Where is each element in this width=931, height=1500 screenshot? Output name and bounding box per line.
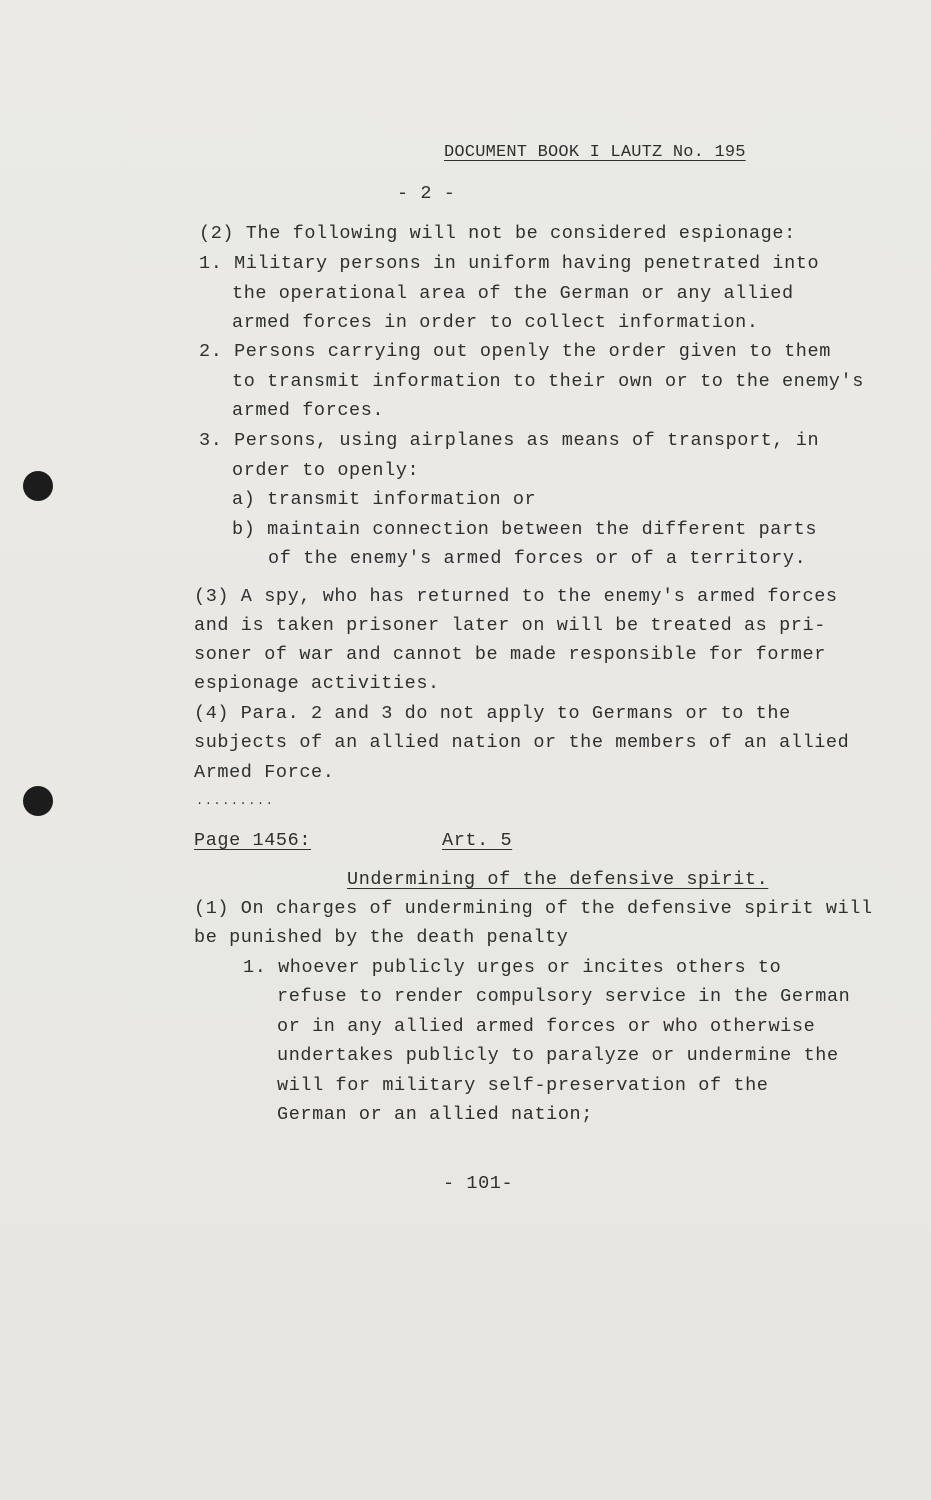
art5-item1-line3: or in any allied armed forces or who otherwise: [277, 1016, 816, 1037]
art5-item1-line1: 1. whoever publicly urges or incites others to: [243, 957, 782, 978]
para3-line3: soner of war and cannot be made responsible for former: [194, 644, 826, 665]
para3-line2: and is taken prisoner later on will be treated as pri-: [194, 615, 826, 636]
art5-para1-line2: be punished by the death penalty: [194, 927, 569, 948]
item3b-line2: of the enemy's armed forces or of a territory.: [268, 548, 807, 569]
para4-line3: Armed Force.: [194, 762, 335, 783]
item1-line2: the operational area of the German or any allied: [232, 283, 794, 304]
binder-hole-bottom: [23, 786, 53, 816]
art5-para1-line1: (1) On charges of undermining of the defensive spirit will: [194, 898, 873, 919]
para3-line1: (3) A spy, who has returned to the enemy's armed forces: [194, 586, 838, 607]
page-number: - 101-: [443, 1173, 514, 1194]
item3b-line1: b) maintain connection between the different parts: [232, 519, 818, 540]
art5-item1-line4: undertakes publicly to paralyze or undermine the: [277, 1045, 839, 1066]
art5-item1-line6: German or an allied nation;: [277, 1104, 593, 1125]
item1-line3: armed forces in order to collect information.: [232, 312, 759, 333]
para4-line2: subjects of an allied nation or the members of an allied: [194, 732, 850, 753]
item1-line1: 1. Military persons in uniform having penetrated into: [199, 253, 820, 274]
art5-item1-line5: will for military self-preservation of the: [277, 1075, 769, 1096]
espionage-intro: (2) The following will not be considered espionage:: [199, 223, 796, 244]
section-separator: .........: [196, 794, 275, 808]
item2-line1: 2. Persons carrying out openly the order given to them: [199, 341, 831, 362]
item2-line3: armed forces.: [232, 400, 385, 421]
para4-line1: (4) Para. 2 and 3 do not apply to Germans or to the: [194, 703, 791, 724]
article-title: Undermining of the defensive spirit.: [347, 869, 769, 890]
item2-line2: to transmit information to their own or to the enemy's: [232, 371, 864, 392]
para3-line4: espionage activities.: [194, 673, 440, 694]
item3a: a) transmit information or: [232, 489, 537, 510]
page-reference: Page 1456:: [194, 830, 312, 851]
item3-line1: 3. Persons, using airplanes as means of transport, in: [199, 430, 820, 451]
article-label: Art. 5: [442, 830, 513, 851]
binder-hole-top: [23, 471, 53, 501]
art5-item1-line2: refuse to render compulsory service in the German: [277, 986, 851, 1007]
document-reference: DOCUMENT BOOK I LAUTZ No. 195: [444, 143, 746, 162]
item3-line2: order to openly:: [232, 460, 420, 481]
page-marker: - 2 -: [397, 183, 456, 204]
